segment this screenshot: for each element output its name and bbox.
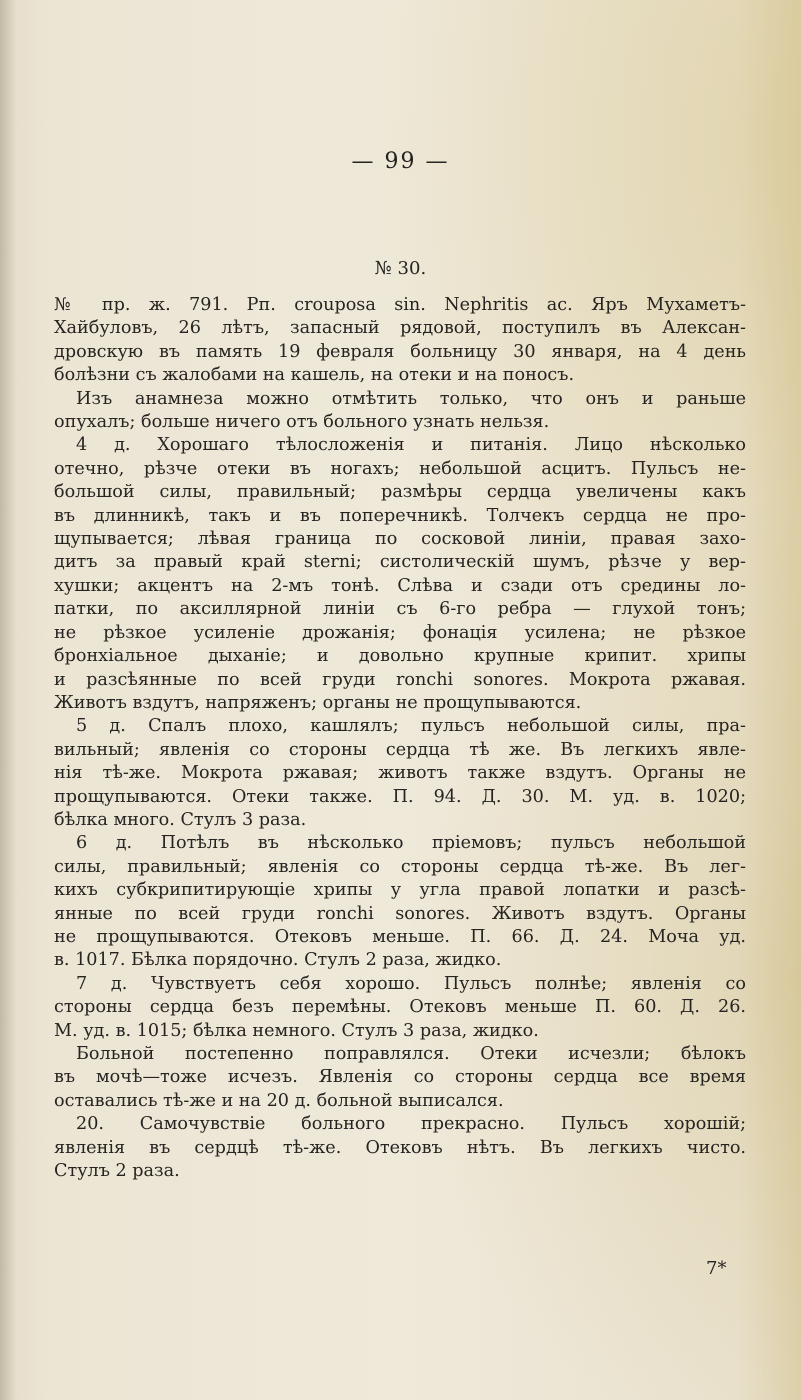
text-line: янные по всей груди ronchi sonores. Животъ вздутъ. Органы [54, 903, 746, 924]
text-line: дитъ за правый край sterni; систолическій шумъ, рѣзче у вер- [54, 552, 746, 573]
text-line: прощупываются. Отеки также. П. 94. Д. 30. М. уд. в. 1020; [54, 786, 746, 807]
signature-mark: 7* [706, 1258, 727, 1279]
text-line: 20. Самочувствіе больного прекрасно. Пульсъ хорошій; [76, 1114, 746, 1135]
text-line: отечно, рѣзче отеки въ ногахъ; небольшой асцитъ. Пульсъ не- [54, 458, 746, 479]
text-line: нія тѣ-же. Мокрота ржавая; животъ также вздутъ. Органы не [54, 763, 746, 784]
text-line: 7 д. Чувствуетъ себя хорошо. Пульсъ полнѣе; явленія со [76, 973, 746, 994]
text-line: въ длинникѣ, такъ и въ поперечникѣ. Толчекъ сердца не про- [54, 505, 746, 526]
text-line: бронхіальное дыханіе; и довольно крупные крипит. хрипы [54, 646, 746, 667]
text-line: Больной постепенно поправлялся. Отеки исчезли; бѣлокъ [76, 1044, 746, 1064]
text-line: не рѣзкое усиленіе дрожанія; фонація усилена; не рѣзкое [54, 622, 746, 643]
text-line: стороны сердца безъ перемѣны. Отековъ меньше П. 60. Д. 26. [54, 997, 746, 1018]
text-line: дровскую въ память 19 февраля больницу 30 января, на 4 день [54, 341, 746, 362]
text-line: Стулъ 2 раза. [54, 1161, 180, 1182]
text-line: патки, по аксиллярной линіи съ 6-го ребра — глухой тонъ; [54, 599, 746, 620]
page-number: — 99 — [351, 149, 450, 174]
text-line: № пр. ж. 791. Рп. crouposa sin. Nephritis ac. Яръ Мухаметъ- [54, 295, 746, 315]
text-line: болѣзни съ жалобами на кашель, на отеки и на поносъ. [54, 365, 575, 386]
text-line: не прощупываются. Отековъ меньше. П. 66. Д. 24. Моча уд. [54, 926, 746, 947]
text-line: опухалъ; больше ничего отъ больного узнать нельзя. [54, 412, 550, 433]
text-line: Хайбуловъ, 26 лѣтъ, запасный рядовой, поступилъ въ Алексан- [54, 318, 746, 339]
text-line: кихъ субкрипитирующіе хрипы у угла правой лопатки и разсѣ- [54, 880, 746, 901]
text-line: и разсѣянные по всей груди ronchi sonores. Мокрота ржавая. [54, 669, 746, 690]
spine-shadow [0, 0, 16, 1400]
text-line: 6 д. Потѣлъ въ нѣсколько пріемовъ; пульсъ небольшой [76, 833, 746, 854]
text-line: Животъ вздутъ, напряженъ; органы не прощупываются. [54, 692, 582, 713]
record-number: № 30. [374, 258, 427, 279]
text-line: Изъ анамнеза можно отмѣтить только, что онъ и раньше [76, 388, 746, 409]
text-line: 5 д. Спалъ плохо, кашлялъ; пульсъ небольшой силы, пра- [76, 716, 746, 737]
text-line: бѣлка много. Стулъ 3 раза. [54, 809, 307, 830]
case-report-text [54, 294, 746, 1183]
text-line: въ мочѣ—тоже исчезъ. Явленія со стороны сердца все время [54, 1067, 746, 1088]
text-line: оставались тѣ-же и на 20 д. больной выписался. [54, 1090, 504, 1111]
text-line: М. уд. в. 1015; бѣлка немного. Стулъ 3 раза, жидко. [54, 1020, 539, 1041]
text-line: 4 д. Хорошаго тѣлосложенія и питанія. Лицо нѣсколько [76, 435, 746, 456]
text-line: хушки; акцентъ на 2-мъ тонѣ. Слѣва и сзади отъ средины ло- [54, 575, 746, 596]
text-line: силы, правильный; явленія со стороны сердца тѣ-же. Въ лег- [54, 856, 746, 877]
text-line: большой силы, правильный; размѣры сердца увеличены какъ [54, 482, 746, 503]
text-line: вильный; явленія со стороны сердца тѣ же. Въ легкихъ явле- [54, 739, 746, 760]
text-line: явленія въ сердцѣ тѣ-же. Отековъ нѣтъ. Въ легкихъ чисто. [54, 1137, 746, 1158]
text-line: щупывается; лѣвая граница по сосковой линіи, правая захо- [54, 529, 746, 550]
text-line: в. 1017. Бѣлка порядочно. Стулъ 2 раза, жидко. [54, 950, 502, 971]
